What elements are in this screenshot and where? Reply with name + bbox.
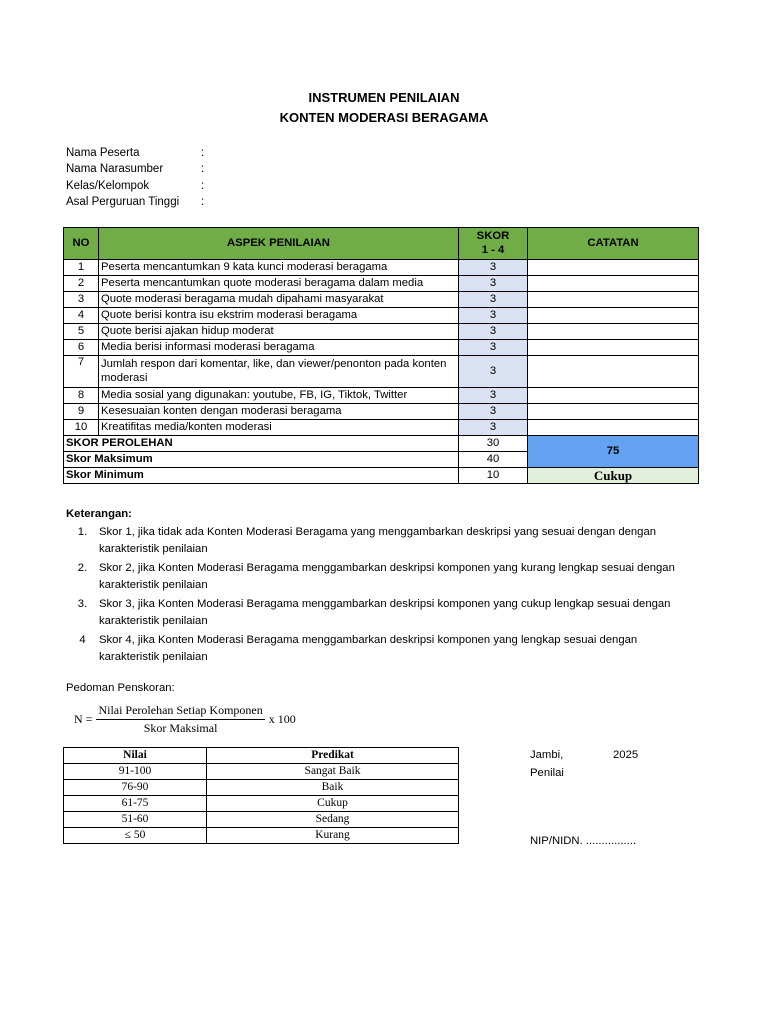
identity-row-nama-peserta: Nama Peserta : — [66, 147, 205, 159]
table-row: 61-75 Cukup — [64, 796, 459, 812]
catatan-cell — [528, 324, 699, 340]
keterangan-item: 3. Skor 3, jika Konten Moderasi Beragama menggambarkan deskripsi komponen yang cukup lengkap sesuai dengan karakteristik penilaian — [77, 598, 671, 627]
table-row: 2 Peserta mencantumkan quote moderasi beragama dalam media 3 — [64, 276, 699, 292]
scoring-formula — [74, 703, 296, 736]
catatan-cell — [528, 340, 699, 356]
table-row: 5 Quote berisi ajakan hidup moderat 3 — [64, 324, 699, 340]
formula-lhs: N = — [74, 712, 93, 726]
predikat-table — [63, 747, 459, 844]
keterangan-heading: Keterangan: — [66, 508, 132, 520]
skor-perolehan-value: 30 — [459, 436, 528, 452]
keterangan-item: 4 Skor 4, jika Konten Moderasi Beragama menggambarkan deskripsi komponen yang lengkap sesuai dengan karakteristik penilaian — [79, 634, 638, 663]
table-row: 6 Media berisi informasi moderasi beragama 3 — [64, 340, 699, 356]
formula-numerator: Nilai Perolehan Setiap Komponen — [96, 703, 264, 720]
keterangan-item: 2. Skor 2, jika Konten Moderasi Beragama menggambarkan deskripsi komponen yang kurang lengkap sesuai dengan karakteristik penilaian — [77, 562, 675, 591]
catatan-cell — [528, 276, 699, 292]
table-row: 1 Peserta mencantumkan 9 kata kunci moderasi beragama 3 — [64, 260, 699, 276]
formula-fraction — [96, 703, 264, 736]
catatan-cell — [528, 356, 699, 388]
formula-multiplier: x 100 — [268, 712, 296, 726]
catatan-cell — [528, 292, 699, 308]
header-aspek: ASPEK PENILAIAN — [99, 228, 459, 260]
skor-perolehan-label: SKOR PEROLEHAN — [64, 436, 459, 452]
table-row: 4 Quote berisi kontra isu ekstrim moderasi beragama 3 — [64, 308, 699, 324]
header-skor: SKOR 1 - 4 — [459, 228, 528, 260]
predikat-header-predikat: Predikat — [207, 748, 459, 764]
predikat-header-nilai: Nilai — [64, 748, 207, 764]
table-row: 9 Kesesuaian konten dengan moderasi beragama 3 — [64, 404, 699, 420]
nilai-result: 75 — [528, 436, 699, 468]
table-row: 51-60 Sedang — [64, 812, 459, 828]
header-catatan: CATATAN — [528, 228, 699, 260]
identity-row-asal-pt: Asal Perguruan Tinggi : — [66, 195, 205, 208]
page-subtitle: KONTEN MODERASI BERAGAMA — [279, 110, 489, 125]
catatan-cell — [528, 308, 699, 324]
skor-perolehan-row — [64, 436, 699, 452]
skor-minimum-row — [64, 468, 699, 484]
predikat-result: Cukup — [528, 468, 699, 484]
identity-row-kelas: Kelas/Kelompok : — [66, 179, 205, 192]
table-row: 76-90 Baik — [64, 780, 459, 796]
catatan-cell — [528, 260, 699, 276]
table-row: ≤ 50 Kurang — [64, 828, 459, 844]
table-row: 8 Media sosial yang digunakan: youtube, FB, IG, Tiktok, Twitter 3 — [64, 388, 699, 404]
signature-nip: NIP/NIDN. ................ — [530, 835, 637, 847]
table-row: 10 Kreatifitas media/konten moderasi 3 — [64, 420, 699, 436]
identity-row-nama-narasumber: Nama Narasumber : — [66, 163, 205, 176]
pedoman-heading: Pedoman Penskoran: — [66, 682, 175, 694]
skor-minimum-value: 10 — [459, 468, 528, 484]
catatan-cell — [528, 404, 699, 420]
signature-role: Penilai — [530, 767, 564, 779]
catatan-cell — [528, 420, 699, 436]
catatan-cell — [528, 388, 699, 404]
keterangan-section — [66, 508, 679, 668]
table-row: 91-100 Sangat Baik — [64, 764, 459, 780]
identity-block — [66, 145, 204, 210]
formula-denominator: Skor Maksimal — [143, 721, 218, 735]
table-row: 7 Jumlah respon dari komentar, like, dan viewer/penonton pada konten moderasi 3 — [64, 356, 699, 388]
signature-place: Jambi, — [530, 749, 564, 761]
skor-minimum-label: Skor Minimum — [64, 468, 459, 484]
skor-maksimum-value: 40 — [459, 452, 528, 468]
keterangan-item: 1. Skor 1, jika tidak ada Konten Moderasi Beragama yang menggambarkan deskripsi yang sesuai dengan dengan karakteristik penilaian — [77, 526, 657, 555]
header-no: NO — [64, 228, 99, 260]
page-title: INSTRUMEN PENILAIAN — [308, 90, 460, 105]
skor-maksimum-label: Skor Maksimum — [64, 452, 459, 468]
table-row: 3 Quote moderasi beragama mudah dipahami masyarakat 3 — [64, 292, 699, 308]
assessment-table — [63, 227, 699, 484]
signature-year: 2025 — [613, 749, 639, 761]
